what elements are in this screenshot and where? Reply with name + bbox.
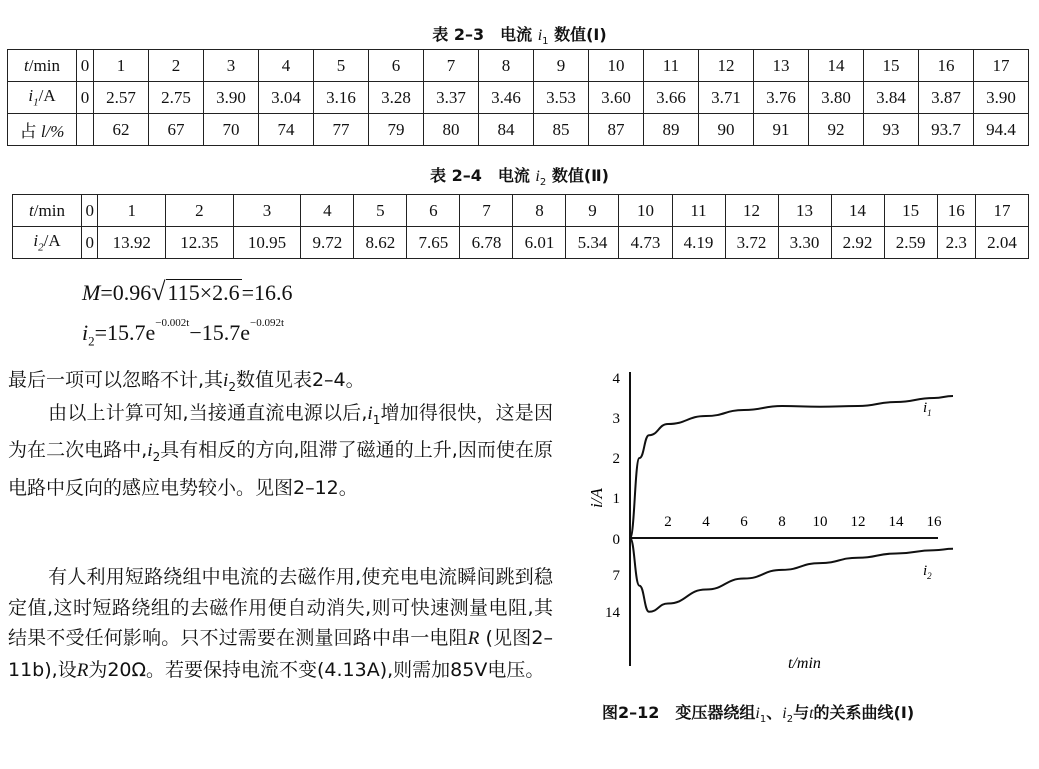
t-row-cell: 1 (93, 50, 148, 82)
x-tick-label: 10 (812, 514, 828, 530)
x-tick-label: 16 (926, 514, 942, 530)
paragraph-1: 最后一项可以忽略不计,其$i_2$数值见表2–4。 (8, 369, 365, 394)
t-row-cell: 5 (354, 195, 407, 227)
i2-row-cell: 8.62 (354, 227, 407, 259)
t-row-cell: 2 (148, 50, 203, 82)
pct-row-cell: 93.7 (918, 114, 973, 146)
i2-row-header: $i_2/A$ (13, 227, 82, 259)
x-tick-label: 4 (702, 514, 710, 530)
y-tick-label: 7 (612, 568, 620, 585)
t-row-cell: 12 (725, 195, 778, 227)
i2-row-cell: 13.92 (98, 227, 166, 259)
y-tick-label: 1 (612, 491, 620, 507)
pct-row-cell (77, 114, 94, 146)
i1-row-cell: 3.76 (753, 82, 808, 114)
y-axis-label: i/A (587, 488, 606, 508)
t-row-cell: 16 (918, 50, 973, 82)
pct-row-cell: 87 (588, 114, 643, 146)
i2-row-cell: 12.35 (166, 227, 234, 259)
table-2-3 (7, 49, 1029, 146)
pct-row-cell: 90 (698, 114, 753, 146)
i1-row-cell: 3.90 (203, 82, 258, 114)
x-tick-label: 6 (740, 514, 748, 530)
pct-row-cell: 84 (478, 114, 533, 146)
i2-row-cell: 2.92 (831, 227, 884, 259)
t-row-cell: 10 (588, 50, 643, 82)
curve-i1 (630, 396, 953, 538)
t-row-cell: 17 (975, 195, 1028, 227)
table-row (8, 50, 1029, 82)
t-row-cell: 15 (884, 195, 937, 227)
i1-row-cell: 3.04 (258, 82, 313, 114)
i1-row-cell: 3.28 (368, 82, 423, 114)
t-row-cell: 2 (166, 195, 234, 227)
i2-row-cell: 4.73 (619, 227, 672, 259)
i2-row-cell: 0 (82, 227, 98, 259)
i1-row-cell: 3.80 (808, 82, 863, 114)
y-tick-label: 3 (612, 411, 620, 427)
t-row-cell: 7 (423, 50, 478, 82)
pct-row-cell: 70 (203, 114, 258, 146)
i2-row-cell: 6.78 (460, 227, 513, 259)
table-row (13, 227, 1029, 259)
curve-label-i2: $i_2$ (923, 563, 932, 581)
i1-row-cell: 3.66 (643, 82, 698, 114)
paragraph-2: 由以上计算可知,当接通直流电源以后$,i_1$增加得很快，这是因为在二次电路中$,i_2$具有相反的方向,阻滞了磁通的上升,因而使在原电路中反向的感应电势较小。见图2–12。 (8, 402, 553, 499)
i1-row-cell: 3.87 (918, 82, 973, 114)
t-row-cell: 10 (619, 195, 672, 227)
i1-row-cell: 3.53 (533, 82, 588, 114)
t-row-header: t/min (13, 195, 82, 227)
i2-row-cell: 10.95 (233, 227, 301, 259)
pct-row-cell: 91 (753, 114, 808, 146)
table-row (8, 114, 1029, 146)
pct-row-cell: 77 (313, 114, 368, 146)
y-tick-label: 14 (605, 605, 620, 622)
formula-i2: $i_2=15.7e^{-0.002t}-15.7e^{-0.092t}$ (82, 316, 284, 349)
curve-label-i1: $i_1$ (923, 400, 932, 418)
t-row-cell: 1 (98, 195, 166, 227)
i2-row-cell: 2.3 (937, 227, 975, 259)
table-2-3-caption: 表 2–3 电流 $i_1$ 数值(Ⅰ) (432, 25, 607, 48)
table-2-4 (12, 194, 1029, 259)
pct-row-cell: 85 (533, 114, 588, 146)
t-row-cell: 8 (513, 195, 566, 227)
t-row-cell: 11 (643, 50, 698, 82)
x-tick-label: 2 (664, 514, 672, 530)
i1-row-cell: 2.57 (93, 82, 148, 114)
i2-row-cell: 3.72 (725, 227, 778, 259)
i2-row-cell: 2.04 (975, 227, 1028, 259)
t-row-cell: 17 (973, 50, 1028, 82)
pct-row-cell: 62 (93, 114, 148, 146)
i2-row-cell: 3.30 (778, 227, 831, 259)
paragraph-3: 有人利用短路绕组中电流的去磁作用,使充电电流瞬间跳到稳定值,这时短路绕组的去磁作用便自动消失,则可快速测量电阻,其结果不受任何影响。只不过需要在测量回路中串一电阻R (见图2–11b),设R为20Ω。若要保持电流不变(4.13A),则需加85V电压。 (8, 566, 553, 681)
t-row-cell: 6 (368, 50, 423, 82)
pct-row-cell: 93 (863, 114, 918, 146)
x-tick-label: 8 (778, 514, 786, 530)
i2-row-cell: 5.34 (566, 227, 619, 259)
t-row-cell: 14 (808, 50, 863, 82)
figure-2-12-caption: 图2–12 变压器绕组$i_1$、$i_2$与t的关系曲线(Ⅰ) (602, 703, 915, 726)
i1-row-cell: 3.46 (478, 82, 533, 114)
table-row (8, 82, 1029, 114)
pct-row-cell: 67 (148, 114, 203, 146)
t-row-cell: 15 (863, 50, 918, 82)
x-axis-label: t/min (788, 655, 821, 672)
i1-row-cell: 3.71 (698, 82, 753, 114)
t-row-header: t/min (8, 50, 77, 82)
pct-row-cell: 92 (808, 114, 863, 146)
t-row-cell: 7 (460, 195, 513, 227)
x-tick-label: 12 (850, 514, 866, 530)
i2-row-cell: 2.59 (884, 227, 937, 259)
pct-row-cell: 79 (368, 114, 423, 146)
figure-2-12-chart (578, 368, 998, 688)
i1-row-cell: 0 (77, 82, 94, 114)
t-row-cell: 14 (831, 195, 884, 227)
y-tick-label: 0 (612, 532, 620, 548)
t-row-cell: 9 (566, 195, 619, 227)
y-tick-label: 2 (612, 451, 620, 467)
i1-row-cell: 3.90 (973, 82, 1028, 114)
y-tick-label: 4 (612, 371, 620, 387)
table-row (13, 195, 1029, 227)
t-row-cell: 6 (407, 195, 460, 227)
i1-row-cell: 2.75 (148, 82, 203, 114)
i2-row-cell: 9.72 (301, 227, 354, 259)
i1-row-cell: 3.37 (423, 82, 478, 114)
t-row-cell: 13 (778, 195, 831, 227)
pct-row-header: 占 l/% (8, 114, 77, 146)
t-row-cell: 12 (698, 50, 753, 82)
table-2-4-caption: 表 2–4 电流 $i_2$ 数值(Ⅱ) (430, 166, 609, 189)
t-row-cell: 3 (203, 50, 258, 82)
t-row-cell: 0 (82, 195, 98, 227)
t-row-cell: 16 (937, 195, 975, 227)
t-row-cell: 4 (301, 195, 354, 227)
t-row-cell: 9 (533, 50, 588, 82)
pct-row-cell: 94.4 (973, 114, 1028, 146)
t-row-cell: 11 (672, 195, 725, 227)
x-tick-label: 14 (888, 514, 904, 530)
t-row-cell: 4 (258, 50, 313, 82)
i1-row-cell: 3.84 (863, 82, 918, 114)
pct-row-cell: 80 (423, 114, 478, 146)
i1-row-header: $i_1/A$ (8, 82, 77, 114)
i2-row-cell: 7.65 (407, 227, 460, 259)
t-row-cell: 0 (77, 50, 94, 82)
pct-row-cell: 89 (643, 114, 698, 146)
i2-row-cell: 4.19 (672, 227, 725, 259)
t-row-cell: 13 (753, 50, 808, 82)
formula-m: M=0.96√115×2.6=16.6 (82, 277, 293, 306)
pct-row-cell: 74 (258, 114, 313, 146)
t-row-cell: 8 (478, 50, 533, 82)
i1-row-cell: 3.60 (588, 82, 643, 114)
curve-i2 (630, 538, 953, 612)
t-row-cell: 5 (313, 50, 368, 82)
i1-row-cell: 3.16 (313, 82, 368, 114)
i2-row-cell: 6.01 (513, 227, 566, 259)
t-row-cell: 3 (233, 195, 301, 227)
